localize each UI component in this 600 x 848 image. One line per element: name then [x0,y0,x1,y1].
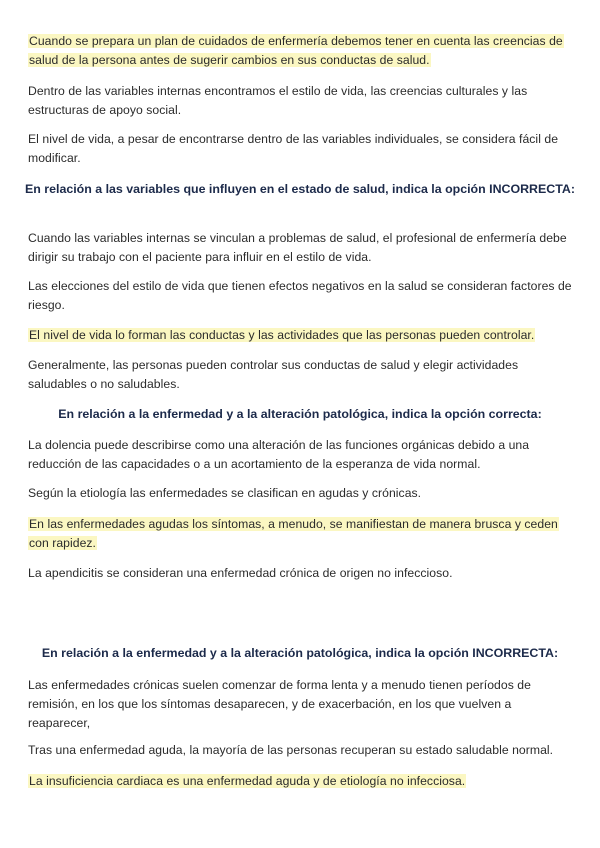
option-text: Cuando las variables internas se vinculan a problemas de salud, el profesional de enfermería debe dirigir su trabajo con el paciente para influir en el estilo de vida. [28,231,567,264]
option-text: Según la etiología las enfermedades se clasifican en agudas y crónicas. [28,486,422,500]
option-text: La apendicitis se consideran una enfermedad crónica de origen no infeccioso. [28,566,453,580]
option-text: El nivel de vida, a pesar de encontrarse dentro de las variables individuales, se considera fácil de modificar. [28,132,559,165]
question-heading: En relación a la enfermedad y a la alteración patológica, indica la opción INCORRECTA: [41,646,559,660]
option-text-highlighted: Cuando se prepara un plan de cuidados de enfermería debemos tener en cuenta las creencias de salud de la persona antes de sugerir cambios en sus conductas de salud. [29,34,563,67]
option-text-highlighted: En las enfermedades agudas los síntomas, a menudo, se manifiestan de manera brusca y ceden con rapidez. [29,517,558,550]
option-text-highlighted: El nivel de vida lo forman las conductas y las actividades que las personas pueden controlar. [29,328,535,342]
option-text: Dentro de las variables internas encontramos el estilo de vida, las creencias culturales y las estructuras de apoyo social. [28,84,528,117]
question-heading: En relación a las variables que influyen en el estado de salud, indica la opción INCORRECTA: [25,182,575,196]
option-text: Generalmente, las personas pueden controlar sus conductas de salud y elegir actividades saludables o no saludables. [28,358,519,391]
option-text: Las elecciones del estilo de vida que tienen efectos negativos en la salud se consideran factores de riesgo. [28,279,572,312]
question-heading: En relación a la enfermedad y a la alteración patológica, indica la opción correcta: [58,407,542,421]
option-text: La dolencia puede describirse como una alteración de las funciones orgánicas debido a una reducción de las capacidades o a un acortamiento de la esperanza de vida normal. [28,438,530,471]
option-text: Tras una enfermedad aguda, la mayoría de las personas recuperan su estado saludable normal. [28,743,554,757]
option-text: Las enfermedades crónicas suelen comenzar de forma lenta y a menudo tienen períodos de remisión, en los que los síntomas desaparecen, y de exacerbación, en los que vuelven a reaparecer, [28,678,531,730]
option-text-highlighted: La insuficiencia cardiaca es una enfermedad aguda y de etiología no infecciosa. [29,774,466,788]
